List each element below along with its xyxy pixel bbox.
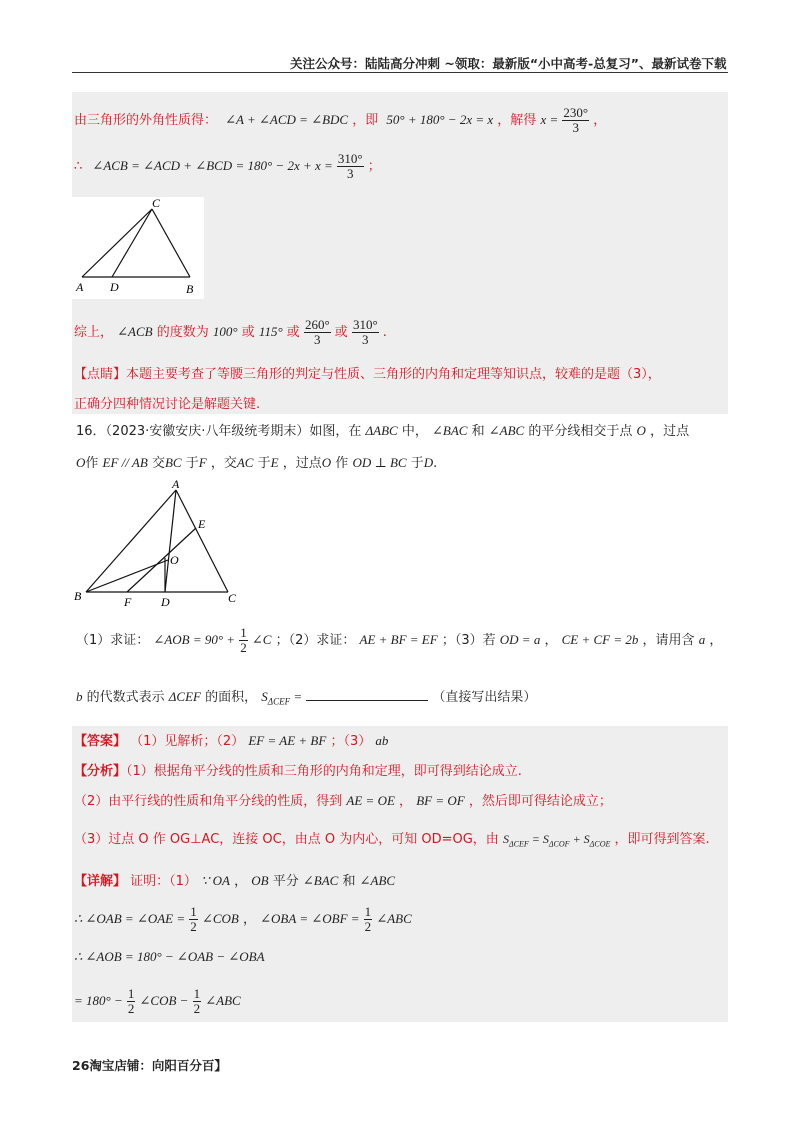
acb-eq: ∠ACB = ∠ACD + ∠BCD = 180° − 2x + x = <box>92 158 333 173</box>
analysis-comma: ， <box>399 794 413 809</box>
value-115: 115° <box>258 324 283 339</box>
answer-part1: （1）见解析；（2） <box>130 734 245 749</box>
area-s: S <box>261 689 268 704</box>
detail-bisect: 平分 <box>272 874 299 889</box>
exterior-angle-line <box>74 100 606 140</box>
q16-line-1 <box>76 420 689 442</box>
value-310-3 <box>352 318 379 347</box>
q16-triangle: ΔABC <box>365 423 398 438</box>
q16-line-2 <box>76 452 437 474</box>
q16-point-o: O <box>636 423 646 438</box>
answer-tag: 【答案】 <box>74 734 127 749</box>
analysis-line-3 <box>74 826 710 852</box>
q16-ef-parallel: EF // AB <box>102 455 148 470</box>
x-fraction <box>562 106 589 135</box>
analysis-part3-b: ，即可得到答案. <box>614 832 710 847</box>
analysis-ae-oe: AE = OE <box>346 793 395 808</box>
answer-ab: ab <box>375 733 389 748</box>
summary-angle: ∠ACB <box>117 324 153 339</box>
part3-comma2: ， <box>709 633 723 648</box>
page-number: 26 <box>72 1058 90 1073</box>
value-260-3 <box>304 318 331 347</box>
q16-zuo2: 作 <box>335 456 349 471</box>
answer-blank[interactable] <box>306 688 428 701</box>
oba-fraction-den: 2 <box>364 919 372 934</box>
s2: = S <box>528 832 549 846</box>
figure-background <box>72 197 204 299</box>
detail-because-oa: ∵ OA <box>201 873 230 888</box>
oab-fraction-den: 2 <box>190 919 197 934</box>
label-d: D <box>110 280 119 294</box>
label-b: B <box>186 282 194 296</box>
analysis-part2-b: ，然后即可得结论成立； <box>468 794 612 809</box>
part3-od: OD = a <box>499 632 541 647</box>
bisector-ao <box>165 490 176 592</box>
exterior-angle-eq2: 50° + 180° − 2x = x <box>386 112 494 127</box>
therefore-symbol: ∴ <box>74 159 83 174</box>
oab-comma: ， <box>242 912 256 927</box>
label-b2: B <box>74 589 82 603</box>
oba-abc: ∠ABC <box>376 911 412 926</box>
s3-sub: ΔCOE <box>589 839 611 849</box>
oba-fraction <box>364 905 373 934</box>
acb-fraction-den: 3 <box>347 166 354 181</box>
q16-abc: ∠ABC <box>488 423 525 438</box>
final-fraction-2-num: 1 <box>193 986 201 1001</box>
x-fraction-num: 230° <box>563 105 589 120</box>
x-equals: x = <box>540 112 559 127</box>
oba-fraction-num: 1 <box>364 904 372 919</box>
analysis-line-2 <box>74 790 612 812</box>
q16-intro: 16．（2023·安徽安庆·八年级统考期末）如图，在 <box>76 424 362 439</box>
footer-text: 淘宝店铺：向阳百分百】 <box>89 1058 227 1073</box>
exterior-angle-solve: ，解得 <box>497 113 537 128</box>
detail-abc: ∠ABC <box>359 873 396 888</box>
exterior-angle-text: 由三角形的外角性质得： <box>74 113 218 128</box>
q16-d: D <box>423 455 434 470</box>
detail-comma: ， <box>234 874 248 889</box>
label-d2: D <box>161 595 170 609</box>
detail-line-1 <box>74 870 395 892</box>
comma: ， <box>593 113 607 128</box>
s2-sub: ΔCOF <box>548 839 570 849</box>
summary-prefix: 综上， <box>74 325 114 340</box>
label-f: F <box>124 595 132 609</box>
q16-yu2: 于 <box>257 456 271 471</box>
part1-eq: ∠AOB = 90° + <box>153 632 236 647</box>
final-fraction-2-den: 2 <box>193 1001 201 1016</box>
q16-zhong: 中， <box>401 424 428 439</box>
label-o: O <box>170 553 179 567</box>
q16-zuo: 作 <box>85 456 99 471</box>
x-fraction-den: 3 <box>572 120 579 135</box>
page-header: 关注公众号：陆陆高分冲刺 ~领取：最新版“小中高考-总复习”、最新试卷下载 <box>290 56 727 71</box>
final-fraction-1-den: 2 <box>127 1001 135 1016</box>
s3: + S <box>569 832 590 846</box>
final-abc: ∠ABC <box>205 993 241 1008</box>
analysis-tag: 【分析】 <box>74 764 127 779</box>
analysis-area-eq <box>502 832 611 849</box>
value-260-num: 260° <box>304 317 330 332</box>
q16-bc: BC <box>164 455 182 470</box>
var-b: b <box>76 689 83 704</box>
analysis-part2-a: （2）由平行线的性质和角平分线的性质，得到 <box>74 794 343 809</box>
part2-eq: AE + BF = EF <box>359 632 438 647</box>
part1-fraction-den: 2 <box>240 640 247 655</box>
q16-e: E <box>270 455 279 470</box>
label-a2: A <box>172 478 180 491</box>
answer-line <box>74 730 388 752</box>
part1-angle-c: ∠C <box>251 632 272 647</box>
or-1: 或 <box>241 325 255 340</box>
q16-od-perp: OD ⊥ BC <box>352 455 407 470</box>
detail-line-3: ∴ ∠AOB = 180° − ∠OAB − ∠OBA <box>74 949 265 964</box>
area-text: 的面积， <box>205 690 258 705</box>
express-text: 的代数式表示 <box>86 690 165 705</box>
answer-part3-label: ；（3） <box>330 734 372 749</box>
triangle-adbc-figure <box>72 197 204 299</box>
value-310-den: 3 <box>362 332 369 347</box>
q16-jiao2: ，交 <box>210 456 237 471</box>
detail-proof: 证明：（1） <box>130 874 197 889</box>
oab-fraction-num: 1 <box>190 904 197 919</box>
analysis-part1: （1）根据角平分线的性质和三角形的内角和定理，即可得到结论成立. <box>126 764 522 779</box>
oab-eq: ∴ ∠OAB = ∠OAE = <box>74 911 186 926</box>
area-equals: = <box>290 689 303 704</box>
triangle-abc-incenter-figure <box>72 478 242 610</box>
final-fraction-1 <box>127 987 136 1016</box>
q16-area-line <box>76 682 536 712</box>
analysis-part3-a: （3）过点 O 作 OG⊥AC，连接 OC，由点 O 为内心，可知 OD=OG，由 <box>74 832 499 847</box>
value-310-num: 310° <box>352 317 378 332</box>
final-cob: ∠COB − <box>139 993 189 1008</box>
part2-label: ；（2）求证： <box>275 633 356 648</box>
q16-subquestions-line <box>76 620 722 660</box>
q16-ac: AC <box>236 455 254 470</box>
page-footer <box>72 1056 227 1074</box>
value-260-den: 3 <box>314 332 321 347</box>
segment-ef <box>127 528 196 592</box>
triangle-cef: ΔCEF <box>168 689 201 704</box>
s1: S <box>502 832 509 846</box>
label-a: A <box>76 280 84 294</box>
detail-he: 和 <box>342 874 356 889</box>
or-2: 或 <box>286 325 300 340</box>
part3-a: a <box>698 632 706 647</box>
answer-eq: EF = AE + BF <box>248 733 327 748</box>
period: . <box>382 325 387 340</box>
detail-ob: OB <box>251 873 269 888</box>
s1-sub: ΔCEF <box>508 839 529 849</box>
q16-o2: O <box>76 455 86 470</box>
oab-cob: ∠COB <box>201 911 239 926</box>
q16-period: . <box>433 456 438 471</box>
part3-comma: ， <box>544 633 558 648</box>
acb-fraction <box>337 152 364 181</box>
label-c: C <box>152 197 161 210</box>
side-ac <box>176 490 228 592</box>
value-100: 100° <box>212 324 238 339</box>
part3-ce-cf: CE + CF = 2b <box>561 632 639 647</box>
label-c2: C <box>228 591 237 605</box>
analysis-line-1 <box>74 762 522 782</box>
part1-fraction <box>239 626 248 655</box>
part1-label: （1）求证： <box>76 633 150 648</box>
q16-he: 和 <box>471 424 485 439</box>
final-fraction-1-num: 1 <box>127 986 135 1001</box>
q16-yu1: 于 <box>185 456 199 471</box>
area-subscript: ΔCEF <box>267 696 291 707</box>
exterior-angle-eq: ∠A + ∠ACD = ∠BDC <box>225 112 349 127</box>
or-3: 或 <box>334 325 348 340</box>
q16-jiao: 交 <box>151 456 165 471</box>
oab-fraction <box>189 905 198 934</box>
final-eq-start: = 180° − <box>74 993 123 1008</box>
part3-label: ；（3）若 <box>441 633 496 648</box>
detail-line-4 <box>74 982 241 1020</box>
summary-line <box>74 312 387 352</box>
q16-through2: ，过点 <box>282 456 322 471</box>
oba-eq: ∠OBA = ∠OBF = <box>260 911 360 926</box>
exterior-angle-ji: ，即 <box>352 113 379 128</box>
summary-degree-text: 的度数为 <box>156 325 209 340</box>
acb-result-line <box>74 146 381 186</box>
q16-bisector-text: 的平分线相交于点 <box>528 424 633 439</box>
key-point-line-1: 【点睛】本题主要考查了等腰三角形的判定与性质、三角形的内角和定理等知识点，较难的是题（3）， <box>74 367 661 382</box>
part3-please: ，请用含 <box>642 633 695 648</box>
q16-through: ，过点 <box>650 424 690 439</box>
detail-line-2 <box>74 900 412 938</box>
final-fraction-2 <box>193 987 202 1016</box>
label-e: E <box>198 517 206 531</box>
semicolon: ； <box>367 159 381 174</box>
direct-write: （直接写出结果） <box>432 690 537 705</box>
q16-yu3: 于 <box>410 456 424 471</box>
area-symbol <box>261 689 303 707</box>
side-ba <box>86 490 176 592</box>
part1-fraction-num: 1 <box>240 625 247 640</box>
q16-o3: O <box>321 455 332 470</box>
acb-fraction-num: 310° <box>337 151 363 166</box>
analysis-bf-of: BF = OF <box>416 793 465 808</box>
key-point-line-2: 正确分四种情况讨论是解题关键. <box>74 397 261 412</box>
detail-bac: ∠BAC <box>302 873 339 888</box>
q16-f: F <box>198 455 207 470</box>
q16-bac: ∠BAC <box>432 423 468 438</box>
detail-tag: 【详解】 <box>74 874 127 889</box>
header-divider <box>72 72 728 73</box>
